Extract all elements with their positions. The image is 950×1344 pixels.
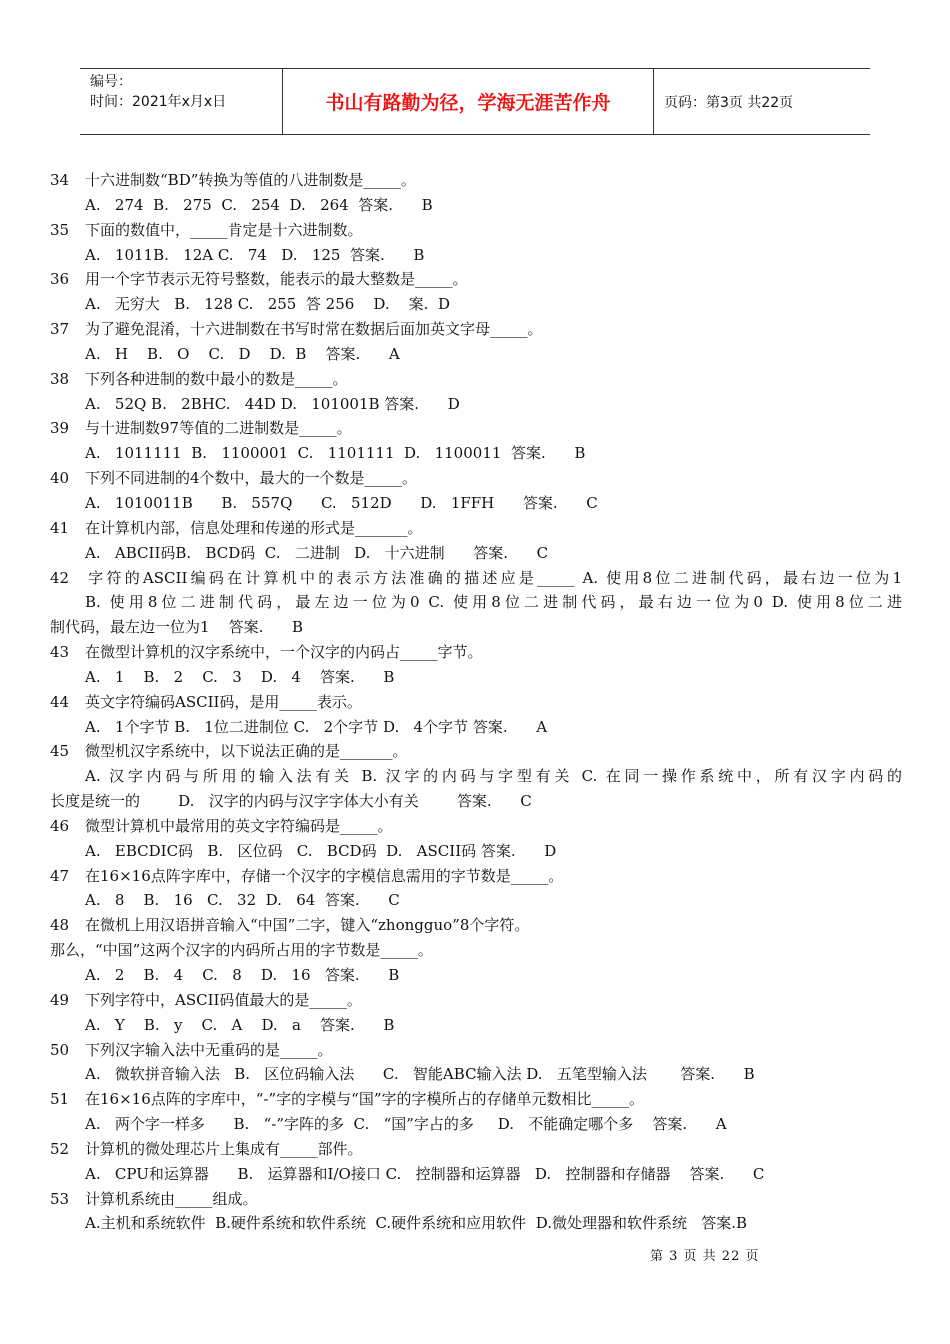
page-header	[80, 68, 870, 135]
options-38: A. 52Q B. 2BHC. 44D D. 101001B 答案. D	[85, 394, 460, 413]
question-text: 十六进制数“BD”转换为等值的八进制数是_____。	[85, 171, 416, 189]
header-motto: 书山有路勤为径，学海无涯苦作舟	[283, 69, 654, 134]
doc-date: 时间：2021年x月x日	[90, 94, 227, 110]
question-40: 40 下列不同进制的4个数中，最大的一个数是_____。	[50, 469, 418, 488]
options-53: A.主机和系统软件 B.硬件系统和软件系统 C.硬件系统和应用软件 D.微处理器和软件系统 答案.B	[85, 1214, 748, 1233]
question-list	[50, 168, 902, 1236]
question-34: 34 十六进制数“BD”转换为等值的八进制数是_____。	[50, 171, 416, 189]
options-47: A. 8 B. 16 C. 32 D. 64 答案. C	[85, 891, 400, 910]
question-53: 53 计算机系统由_____组成。	[50, 1189, 258, 1208]
options-49: A. Y B. y C. A D. a 答案. B	[85, 1015, 395, 1034]
question-text: 下列字符中，ASCII码值最大的是_____。	[85, 990, 362, 1009]
question-38: 38 下列各种进制的数中最小的数是_____。	[50, 369, 348, 388]
question-text: 微型计算机中最常用的英文字符编码是_____。	[85, 816, 393, 835]
options-35: A. 1011B. 12A C. 74 D. 125 答案. B	[85, 245, 425, 264]
question-48: 48 在微机上用汉语拼音输入“中国”二字，键入“zhongguo”8个字符。	[50, 916, 530, 935]
question-45: 45 微型机汉字系统中，以下说法正确的是_______。	[50, 742, 408, 761]
question-51: 51 在16×16点阵的字库中，“-”字的字模与“国”字的字模所占的存储单元数相比_____。	[50, 1090, 644, 1109]
question-50: 50 下列汉字输入法中无重码的是_____。	[50, 1040, 333, 1059]
question-44: 44 英文字符编码ASCII码，是用_____表示。	[50, 692, 362, 711]
question-43: 43 在微型计算机的汉字系统中，一个汉字的内码占_____字节。	[50, 643, 483, 662]
question-text: 与十进制数97等值的二进制数是_____。	[85, 419, 352, 438]
options-41: A. ABCII码B. BCD码 C. 二进制 D. 十六进制 答案. C	[85, 543, 549, 562]
question-text: 为了避免混淆，十六进制数在书写时常在数据后面加英文字母_____。	[85, 320, 543, 339]
question-text: 在16×16点阵字库中，存储一个汉字的字模信息需用的字节数是_____。	[85, 866, 564, 885]
header-meta	[80, 69, 283, 134]
question-47: 47 在16×16点阵字库中，存储一个汉字的字模信息需用的字节数是_____。	[50, 866, 564, 885]
question-48-cont: 那么，“中国”这两个汉字的内码所占用的字节数是_____。	[50, 941, 433, 960]
question-text: 下列各种进制的数中最小的数是_____。	[85, 369, 348, 388]
question-text: 在16×16点阵的字库中，“-”字的字模与“国”字的字模所占的存储单元数相比_____。	[85, 1090, 644, 1109]
page-footer: 第 3 页 共 22 页	[650, 1249, 760, 1264]
options-48: A. 2 B. 4 C. 8 D. 16 答案. B	[85, 966, 400, 984]
question-text: 计算机系统由_____组成。	[85, 1189, 258, 1208]
question-46: 46 微型计算机中最常用的英文字符编码是_____。	[50, 816, 393, 835]
question-text: 微型机汉字系统中，以下说法正确的是_______。	[85, 742, 408, 761]
question-text: 在计算机内部，信息处理和传递的形式是_______。	[85, 518, 423, 537]
question-52: 52 计算机的微处理芯片上集成有_____部件。	[50, 1139, 363, 1158]
question-text: 在微机上用汉语拼音输入“中国”二字，键入“zhongguo”8个字符。	[85, 916, 530, 935]
options-36: A. 无穷大 B. 128 C. 255 答 256 D. 案. D	[85, 295, 451, 314]
question-text: 下列汉字输入法中无重码的是_____。	[85, 1040, 333, 1059]
question-37: 37 为了避免混淆，十六进制数在书写时常在数据后面加英文字母_____。	[50, 320, 543, 339]
question-35: 35 下面的数值中，_____肯定是十六进制数。	[50, 220, 363, 239]
question-text: 下面的数值中，_____肯定是十六进制数。	[85, 220, 363, 239]
options-52: A. CPU和运算器 B. 运算器和I/O接口 C. 控制器和运算器 D. 控制器和存储器 答案. C	[85, 1164, 765, 1183]
question-36: 36 用一个字节表示无符号整数，能表示的最大整数是_____。	[50, 270, 468, 289]
question-text: 英文字符编码ASCII码，是用_____表示。	[85, 692, 362, 711]
question-text: 字符的ASCII编码在计算机中的表示方法准确的描述应是_____ A. 使用8位二进制代码，最右边一位为1	[85, 568, 902, 587]
question-text: 计算机的微处理芯片上集成有_____部件。	[85, 1139, 363, 1158]
options-39: A. 1011111 B. 1100001 C. 1101111 D. 1100011 答案. B	[85, 444, 586, 463]
question-39: 39 与十进制数97等值的二进制数是_____。	[50, 419, 352, 438]
doc-number-label: 编号：	[90, 74, 132, 90]
options-44: A. 1个字节 B. 1位二进制位 C. 2个字节 D. 4个字节 答案. A	[85, 717, 548, 736]
options-34: A. 274 B. 275 C. 254 D. 264 答案. B	[85, 195, 433, 214]
options-50: A. 微软拼音输入法 B. 区位码输入法 C. 智能ABC输入法 D. 五笔型输入法 答案. B	[85, 1065, 755, 1084]
options-40: A. 1010011B B. 557Q C. 512D D. 1FFH 答案. C	[85, 493, 598, 512]
options-46: A. EBCDIC码 B. 区位码 C. BCD码 D. ASCII码 答案. D	[85, 841, 557, 860]
options-45-line: A. 汉字内码与所用的输入法有关 B. 汉字的内码与字型有关 C. 在同一操作系统中，所有汉字内码的	[85, 767, 902, 786]
question-text: 用一个字节表示无符号整数，能表示的最大整数是_____。	[85, 270, 468, 289]
options-51: A. 两个字一样多 B. “-”字阵的多 C. “国”字占的多 D. 不能确定哪个多 答案. A	[85, 1115, 727, 1134]
options-42-tail: 制代码，最左边一位为1 答案. B	[50, 618, 304, 637]
question-41: 41 在计算机内部，信息处理和传递的形式是_______。	[50, 518, 423, 537]
options-45-tail: 长度是统一的 D. 汉字的内码与汉字字体大小有关 答案. C	[50, 792, 532, 811]
question-text: 下列不同进制的4个数中，最大的一个数是_____。	[85, 469, 418, 488]
options-43: A. 1 B. 2 C. 3 D. 4 答案. B	[85, 667, 395, 686]
options-37: A. H B. O C. D D. B 答案. A	[85, 344, 400, 363]
header-page-info: 页码：第3页 共22页	[664, 94, 794, 111]
question-49: 49 下列字符中，ASCII码值最大的是_____。	[50, 990, 362, 1009]
options-42-line: B. 使用8位二进制代码，最左边一位为0 C. 使用8位二进制代码，最右边一位为0 D. 使用8位二进	[85, 593, 902, 612]
question-text: 在微型计算机的汉字系统中，一个汉字的内码占_____字节。	[85, 643, 483, 662]
question-42: 42 字符的ASCII编码在计算机中的表示方法准确的描述应是_____ A. 使用8位二进制代码，最右边一位为1	[50, 568, 902, 587]
